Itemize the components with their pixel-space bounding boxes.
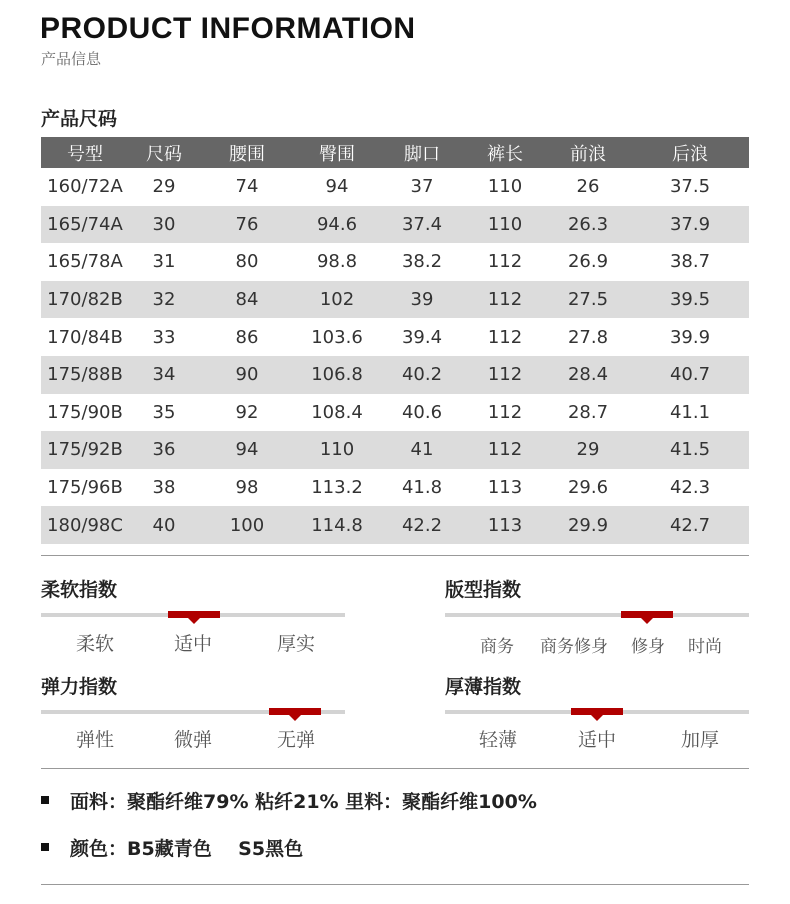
table-cell: 42.2 bbox=[379, 506, 465, 544]
table-cell: 108.4 bbox=[311, 401, 363, 423]
table-cell: 35 bbox=[152, 401, 176, 423]
table-row bbox=[41, 394, 749, 432]
column-header: 号型 bbox=[41, 137, 129, 168]
fit-selected-marker bbox=[621, 611, 673, 618]
table-cell: 41.1 bbox=[669, 401, 711, 423]
table-cell: 76 bbox=[199, 206, 295, 244]
table-cell: 114.8 bbox=[295, 506, 379, 544]
column-header: 臀围 bbox=[295, 137, 379, 168]
table-cell: 103.6 bbox=[311, 326, 363, 348]
elasticity-option-none: 无弹 bbox=[276, 729, 315, 751]
table-cell: 170/82B bbox=[41, 281, 129, 319]
table-cell: 40.6 bbox=[401, 401, 443, 423]
table-cell: 37.9 bbox=[631, 206, 749, 244]
table-cell: 37.5 bbox=[669, 176, 711, 198]
softness-selected-marker bbox=[168, 611, 220, 618]
table-cell: 94.6 bbox=[295, 206, 379, 244]
table-cell: 36 bbox=[129, 431, 199, 469]
table-cell: 39.5 bbox=[631, 281, 749, 319]
table-header-row bbox=[41, 137, 749, 168]
table-cell: 112 bbox=[487, 326, 523, 348]
table-cell: 40.2 bbox=[379, 356, 465, 394]
table-cell: 170/84B bbox=[47, 326, 123, 348]
table-row bbox=[41, 356, 749, 394]
table-cell: 175/92B bbox=[41, 431, 129, 469]
thickness-option-medium: 适中 bbox=[577, 729, 616, 751]
table-cell: 32 bbox=[129, 281, 199, 319]
table-cell: 113.2 bbox=[311, 477, 363, 499]
table-cell: 41 bbox=[379, 431, 465, 469]
table-cell: 175/96B bbox=[47, 477, 123, 499]
table-cell: 112 bbox=[487, 401, 523, 423]
color-info: 颜色：B5藏青色 S5黑色 bbox=[70, 838, 304, 860]
table-cell: 33 bbox=[152, 326, 176, 348]
table-cell: 37.4 bbox=[379, 206, 465, 244]
table-cell: 112 bbox=[465, 356, 545, 394]
elasticity-option-slight: 微弹 bbox=[173, 729, 212, 751]
table-cell: 42.3 bbox=[669, 477, 711, 499]
table-cell: 28.7 bbox=[567, 401, 609, 423]
table-cell: 29 bbox=[545, 431, 631, 469]
table-row bbox=[41, 506, 749, 544]
table-cell: 86 bbox=[235, 326, 259, 348]
table-cell: 26.9 bbox=[567, 251, 609, 273]
table-cell: 38 bbox=[152, 477, 176, 499]
divider bbox=[41, 884, 749, 885]
table-cell: 28.4 bbox=[545, 356, 631, 394]
softness-option-thick: 厚实 bbox=[276, 633, 315, 655]
table-cell: 31 bbox=[152, 251, 176, 273]
divider bbox=[41, 768, 749, 769]
table-cell: 175/88B bbox=[41, 356, 129, 394]
table-cell: 38.2 bbox=[401, 251, 443, 273]
fit-index-title: 版型指数 bbox=[445, 579, 522, 601]
table-cell: 26.3 bbox=[545, 206, 631, 244]
table-cell: 113 bbox=[487, 477, 523, 499]
table-cell: 40.7 bbox=[631, 356, 749, 394]
column-header: 腰围 bbox=[199, 137, 295, 168]
table-cell: 29.6 bbox=[567, 477, 609, 499]
divider bbox=[41, 555, 749, 556]
table-row bbox=[41, 206, 749, 244]
table-row bbox=[41, 431, 749, 469]
table-cell: 84 bbox=[199, 281, 295, 319]
elasticity-index-title: 弹力指数 bbox=[41, 676, 118, 698]
table-cell: 27.8 bbox=[567, 326, 609, 348]
table-cell: 29 bbox=[152, 176, 176, 198]
thickness-option-light: 轻薄 bbox=[478, 729, 517, 751]
column-header: 后浪 bbox=[631, 137, 749, 168]
column-header: 前浪 bbox=[545, 137, 631, 168]
table-cell: 98 bbox=[235, 477, 259, 499]
table-cell: 180/98C bbox=[41, 506, 129, 544]
fabric-info: 面料：聚酯纤维79% 粘纤21% 里料：聚酯纤维100% bbox=[70, 791, 537, 813]
fit-option-fashion: 时尚 bbox=[688, 637, 722, 657]
table-cell: 74 bbox=[235, 176, 259, 198]
table-cell: 34 bbox=[129, 356, 199, 394]
table-row bbox=[41, 281, 749, 319]
page-title: PRODUCT INFORMATION bbox=[40, 12, 416, 45]
fit-scale-track bbox=[445, 613, 749, 617]
table-cell: 39.4 bbox=[401, 326, 443, 348]
column-header: 裤长 bbox=[465, 137, 545, 168]
column-header: 尺码 bbox=[129, 137, 199, 168]
table-row bbox=[41, 243, 749, 281]
elasticity-option-elastic: 弹性 bbox=[75, 729, 114, 751]
table-cell: 39.9 bbox=[669, 326, 711, 348]
table-cell: 106.8 bbox=[295, 356, 379, 394]
table-cell: 42.7 bbox=[631, 506, 749, 544]
table-cell: 165/78A bbox=[47, 251, 123, 273]
table-cell: 102 bbox=[295, 281, 379, 319]
table-row bbox=[41, 168, 749, 206]
page-subtitle: 产品信息 bbox=[41, 50, 102, 68]
table-cell: 92 bbox=[235, 401, 259, 423]
bullet-icon bbox=[41, 843, 49, 851]
table-row bbox=[41, 469, 749, 507]
table-cell: 175/90B bbox=[47, 401, 123, 423]
elasticity-selected-marker bbox=[269, 708, 321, 715]
table-cell: 110 bbox=[465, 206, 545, 244]
thickness-index-title: 厚薄指数 bbox=[445, 676, 522, 698]
table-cell: 90 bbox=[199, 356, 295, 394]
table-cell: 112 bbox=[465, 431, 545, 469]
table-cell: 110 bbox=[295, 431, 379, 469]
table-row bbox=[41, 318, 749, 356]
table-cell: 112 bbox=[465, 281, 545, 319]
table-cell: 39 bbox=[379, 281, 465, 319]
table-cell: 165/74A bbox=[41, 206, 129, 244]
table-cell: 98.8 bbox=[316, 251, 358, 273]
bullet-icon bbox=[41, 796, 49, 804]
table-cell: 94 bbox=[325, 176, 349, 198]
table-cell: 30 bbox=[129, 206, 199, 244]
size-table bbox=[41, 137, 749, 544]
table-cell: 38.7 bbox=[669, 251, 711, 273]
table-cell: 112 bbox=[487, 251, 523, 273]
table-cell: 27.5 bbox=[545, 281, 631, 319]
table-cell: 26 bbox=[576, 176, 600, 198]
table-cell: 40 bbox=[129, 506, 199, 544]
softness-index-title: 柔软指数 bbox=[41, 579, 118, 601]
fit-option-business-slim: 商务修身 bbox=[540, 637, 608, 657]
table-cell: 100 bbox=[199, 506, 295, 544]
table-cell: 37 bbox=[410, 176, 434, 198]
table-cell: 110 bbox=[487, 176, 523, 198]
table-cell: 41.5 bbox=[631, 431, 749, 469]
softness-option-medium: 适中 bbox=[173, 633, 212, 655]
softness-option-soft: 柔软 bbox=[75, 633, 114, 655]
table-cell: 94 bbox=[199, 431, 295, 469]
column-header: 脚口 bbox=[379, 137, 465, 168]
thickness-option-thick: 加厚 bbox=[680, 729, 719, 751]
table-cell: 41.8 bbox=[401, 477, 443, 499]
table-cell: 29.9 bbox=[545, 506, 631, 544]
table-cell: 80 bbox=[235, 251, 259, 273]
fit-option-business: 商务 bbox=[480, 637, 514, 657]
fit-option-slim: 修身 bbox=[631, 637, 665, 657]
size-section-heading: 产品尺码 bbox=[41, 108, 118, 130]
table-cell: 113 bbox=[465, 506, 545, 544]
table-cell: 160/72A bbox=[47, 176, 123, 198]
thickness-selected-marker bbox=[571, 708, 623, 715]
